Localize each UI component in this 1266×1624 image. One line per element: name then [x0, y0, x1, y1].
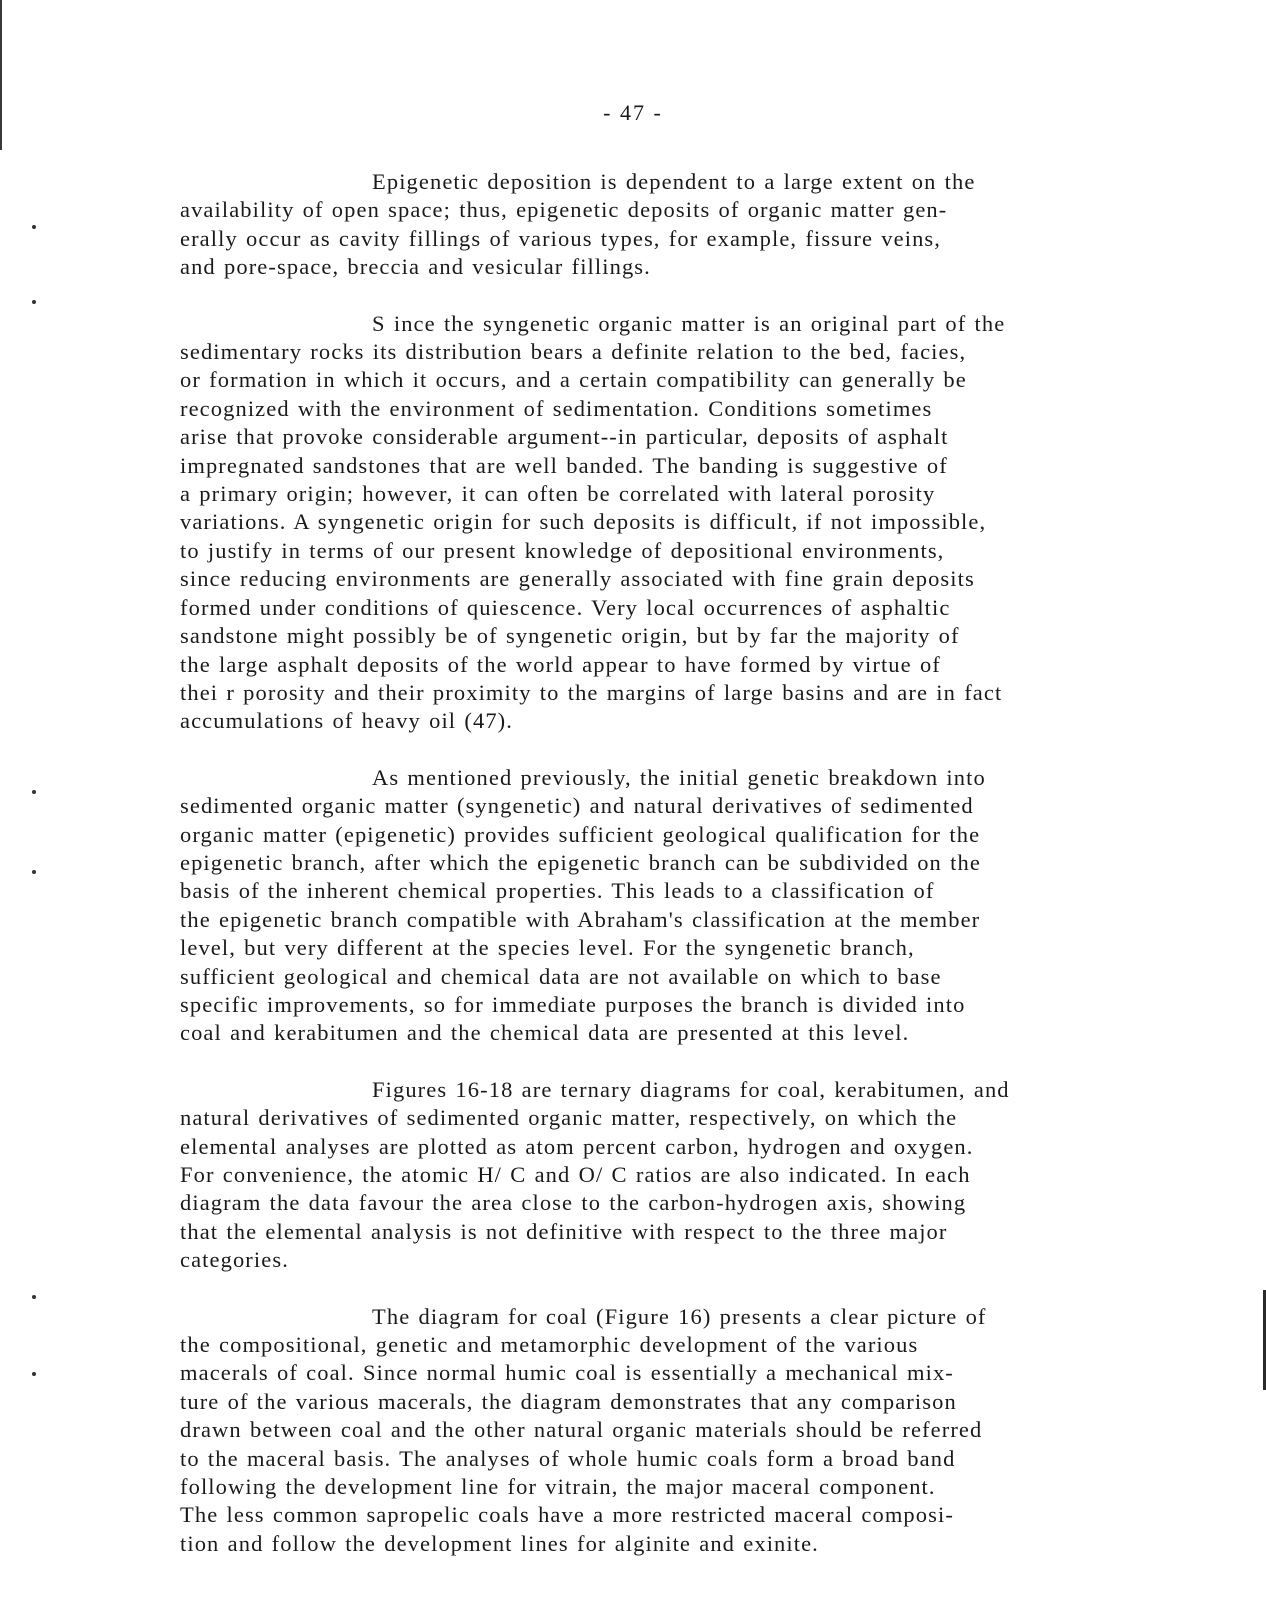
- text-line: the compositional, genetic and metamorphic development of the various: [180, 1332, 919, 1358]
- text-line: epigenetic branch, after which the epigenetic branch can be subdivided on the: [180, 849, 981, 875]
- text-line: formed under conditions of quiescence. Very local occurrences of asphaltic: [180, 594, 951, 620]
- scan-speck: [32, 1372, 36, 1376]
- scan-speck: [32, 870, 36, 874]
- text-line: the epigenetic branch compatible with Abraham's classification at the member: [180, 906, 981, 932]
- scan-speck: [32, 1295, 36, 1299]
- text-line: a primary origin; however, it can often be correlated with lateral porosity: [180, 481, 936, 507]
- text-line: The less common sapropelic coals have a more restricted maceral composi-: [180, 1502, 954, 1528]
- text-line: categories.: [180, 1247, 289, 1273]
- text-line: arise that provoke considerable argument--in particular, deposits of asphalt: [180, 424, 949, 450]
- text-line: coal and kerabitumen and the chemical data are presented at this level.: [180, 1020, 910, 1046]
- text-line: As mentioned previously, the initial genetic breakdown into: [372, 764, 986, 790]
- text-line: erally occur as cavity fillings of various types, for example, fissure veins,: [180, 225, 942, 251]
- text-line: variations. A syngenetic origin for such deposits is difficult, if not impossible,: [180, 509, 987, 535]
- text-line: accumulations of heavy oil (47).: [180, 708, 513, 734]
- text-line: sufficient geological and chemical data are not available on which to base: [180, 963, 942, 989]
- text-line: ture of the various macerals, the diagram demonstrates that any comparison: [180, 1388, 957, 1414]
- text-line: The diagram for coal (Figure 16) presents a clear picture of: [372, 1303, 987, 1329]
- text-line: level, but very different at the species level. For the syngenetic branch,: [180, 935, 915, 961]
- text-line: impregnated sandstones that are well banded. The banding is suggestive of: [180, 452, 948, 478]
- text-line: For convenience, the atomic H/ C and O/ C ratios are also indicated. In each: [180, 1162, 971, 1187]
- text-line: to the maceral basis. The analyses of whole humic coals form a broad band: [180, 1445, 956, 1471]
- scan-edge-left: [0, 0, 2, 150]
- text-line: Epigenetic deposition is dependent to a large extent on the: [372, 169, 976, 194]
- text-line: tion and follow the development lines for alginite and exinite.: [180, 1530, 819, 1556]
- paragraph-genetic-breakdown: [180, 764, 1190, 1048]
- paragraph-epigenetic-deposition: [180, 168, 1190, 282]
- scan-speck: [32, 225, 36, 229]
- text-line: sedimentary rocks its distribution bears a definite relation to the bed, facies,: [180, 339, 967, 365]
- text-line: Figures 16-18 are ternary diagrams for coal, kerabitumen, and: [372, 1076, 1010, 1102]
- text-line: diagram the data favour the area close to the carbon-hydrogen axis, showing: [180, 1190, 967, 1216]
- text-line: drawn between coal and the other natural organic materials should be referred: [180, 1417, 983, 1443]
- text-line: or formation in which it occurs, and a certain compatibility can generally be: [180, 367, 967, 393]
- scan-speck: [32, 790, 36, 794]
- text-line: macerals of coal. Since normal humic coal is essentially a mechanical mix-: [180, 1360, 954, 1386]
- text-line: that the elemental analysis is not definitive with respect to the three major: [180, 1218, 948, 1244]
- text-line: organic matter (epigenetic) provides sufficient geological qualification for the: [180, 821, 981, 847]
- paragraph-syngenetic-organic-matter: [180, 310, 1190, 736]
- text-line: availability of open space; thus, epigenetic deposits of organic matter gen-: [180, 197, 948, 223]
- body-text: [180, 168, 1190, 1586]
- text-line: specific improvements, so for immediate purposes the branch is divided into: [180, 991, 966, 1017]
- text-line: following the development line for vitrain, the major maceral component.: [180, 1474, 936, 1500]
- paragraph-coal-diagram: [180, 1303, 1190, 1559]
- text-line: sedimented organic matter (syngenetic) and natural derivatives of sedimented: [180, 793, 974, 819]
- text-line: basis of the inherent chemical properties. This leads to a classification of: [180, 878, 935, 904]
- scan-speck: [32, 300, 36, 304]
- text-line: S ince the syngenetic organic matter is an original part of the: [372, 310, 1006, 336]
- text-line: natural derivatives of sedimented organic matter, respectively, on which the: [180, 1105, 958, 1131]
- text-line: since reducing environments are generally associated with fine grain deposits: [180, 566, 975, 592]
- page-number: - 47 -: [603, 100, 663, 125]
- text-line: recognized with the environment of sedimentation. Conditions sometimes: [180, 395, 933, 421]
- text-line: elemental analyses are plotted as atom percent carbon, hydrogen and oxygen.: [180, 1133, 974, 1159]
- text-line: and pore-space, breccia and vesicular fillings.: [180, 254, 651, 280]
- text-line: thei r porosity and their proximity to the margins of large basins and are in fact: [180, 679, 1003, 705]
- text-line: sandstone might possibly be of syngenetic origin, but by far the majority of: [180, 623, 960, 649]
- paragraph-ternary-diagrams: [180, 1076, 1190, 1275]
- text-line: the large asphalt deposits of the world appear to have formed by virtue of: [180, 651, 941, 677]
- text-line: to justify in terms of our present knowledge of depositional environments,: [180, 537, 945, 563]
